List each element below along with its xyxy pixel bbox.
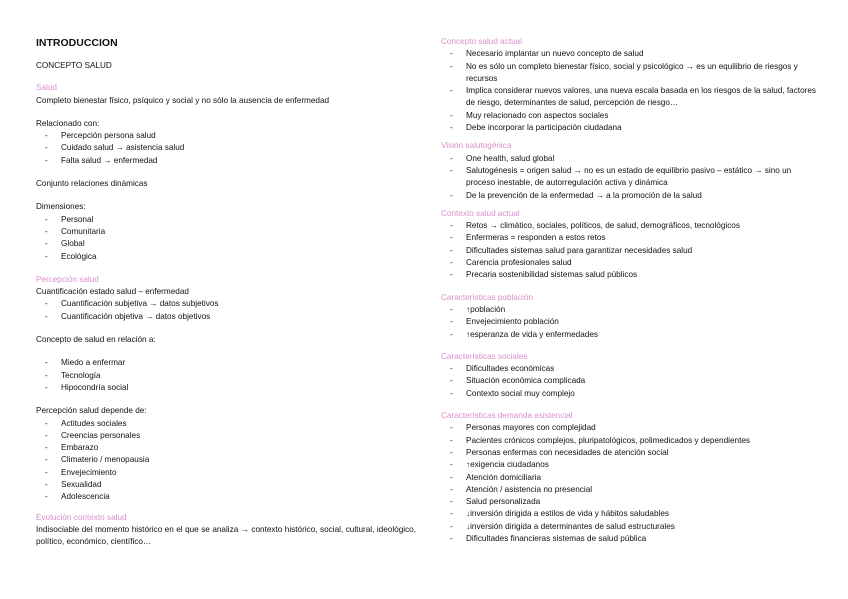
list-item: - ↑esperanza de vida y enfermedades [441,329,821,341]
relacionado-list [36,130,416,167]
salud-block [36,82,416,107]
list-item: - ↓inversión dirigida a estilos de vida y hábitos saludables [441,508,821,520]
dimensiones-label: Dimensiones: [36,202,86,212]
depende-list [36,418,416,504]
list-item: - Salutogénesis = origen salud → no es un estado de equilibrio pasivo – estático → sino un proceso inestable, de autorregulación activa y dinámica [441,165,821,190]
dimensiones-list [36,214,416,263]
list-item: - Implica considerar nuevos valores, una nueva escala basada en los riesgos de la salud, factores de riesgo, determinantes de salud, percepción de riesgo… [441,85,821,110]
list-item: - Debe incorporar la participación ciudadana [441,122,821,134]
list-item: - ↑población [441,304,821,316]
relacionado-label: Relacionado con: [36,118,100,128]
list-item: - One health, salud global [441,153,821,165]
list-item: - ↓inversión dirigida a determinantes de salud estructurales [441,521,821,533]
list-item: - Dificultades financieras sistemas de salud pública [441,533,821,545]
list-item: - Adolescencia [36,491,416,503]
list-item: - Creencias personales [36,430,416,442]
left-column [36,36,416,557]
section-heading: Características demanda asistencial [441,411,573,421]
section-list [441,48,821,134]
list-item: - Personas enfermas con necesidades de atención social [441,447,821,459]
section-heading: Concepto salud actual [441,37,523,46]
section-heading: Características población [441,292,533,302]
section-title-concepto-salud: CONCEPTO SALUD [36,61,112,70]
section-list [441,220,821,281]
section-list [441,304,821,341]
evolucion-heading: Evolución contexto salud [36,512,127,522]
list-item: - Embarazo [36,442,416,454]
list-item: - Envejecimiento [36,467,416,479]
list-item: - Tecnología [36,370,416,382]
list-item: - Cuantificación objetiva → datos objetivos [36,311,416,323]
list-item: - Percepción persona salud [36,130,416,142]
list-item: - Hipocondría social [36,382,416,394]
concepto-actual-block [441,36,821,134]
poblacion-block [441,292,821,341]
list-item: - Precaria sostenibilidad sistemas salud públicos [441,269,821,281]
list-item: - Global [36,238,416,250]
list-item: - Cuidado salud → asistencia salud [36,142,416,154]
relacionado-block [36,118,416,167]
list-item: - Cuantificación subjetiva → datos subjetivos [36,298,416,310]
list-item: - Necesario implantar un nuevo concepto de salud [441,48,821,60]
list-item: - Sexualidad [36,479,416,491]
list-item: - Dificultades sistemas salud para garantizar necesidades salud [441,245,821,257]
dimensiones-block [36,201,416,262]
list-item: - Atención domiciliaria [441,472,821,484]
list-item: - Muy relacionado con aspectos sociales [441,110,821,122]
list-item: - Comunitaria [36,226,416,238]
list-item: - Miedo a enfermar [36,357,416,369]
list-item: - Climaterio / menopausia [36,454,416,466]
section-heading: Visión salutogénica [441,141,512,151]
page-title: INTRODUCCION [36,37,118,49]
list-item: - Dificultades económicas [441,363,821,375]
vision-salutogenica-block [441,140,821,201]
percepcion-text: Cuantificación estado salud – enfermedad [36,287,189,297]
list-item: - Enfermeras = responden a estos retos [441,232,821,244]
list-item: - Envejecimiento población [441,316,821,328]
list-item: - De la prevención de la enfermedad → a la promoción de la salud [441,190,821,202]
list-item: - Contexto social muy complejo [441,388,821,400]
list-item: - Personal [36,214,416,226]
contexto-actual-block [441,208,821,282]
relacion-block [36,334,416,394]
list-item: - Actitudes sociales [36,418,416,430]
list-item: - Ecológica [36,251,416,263]
evolucion-text: Indisociable del momento histórico en el que se analiza → contexto histórico, social, cultural, ideológico, político, económico, científico… [36,524,416,547]
list-item: - Retos → climático, sociales, políticos, de salud, demográficos, tecnológicos [441,220,821,232]
list-item: - Falta salud → enfermedad [36,155,416,167]
relacion-label: Concepto de salud en relación a: [36,335,156,345]
demanda-asistencial-block [441,410,821,545]
salud-heading: Salud [36,83,57,93]
section-list [441,363,821,400]
conjunto-text: Conjunto relaciones dinámicas [36,179,148,189]
depende-label: Percepción salud depende de: [36,406,147,416]
percepcion-block [36,274,416,323]
right-column [441,36,821,551]
percepcion-heading: Percepción salud [36,274,99,284]
list-item: - Situación económica complicada [441,375,821,387]
relacion-list [36,357,416,394]
evolucion-block [36,512,416,549]
section-heading: Contexto salud actual [441,208,520,218]
sociales-block [441,351,821,400]
list-item: - ↑exigencia ciudadanos [441,459,821,471]
depende-block [36,405,416,503]
list-item: - No es sólo un completo bienestar físico, social y psicológico → es un equilibrio de riesgos y recursos [441,61,821,86]
section-list [441,153,821,202]
list-item: - Pacientes crónicos complejos, pluripatológicos, polimedicados y dependientes [441,435,821,447]
section-list [441,422,821,545]
section-heading: Características sociales [441,351,528,361]
list-item: - Atención / asistencia no presencial [441,484,821,496]
percepcion-list [36,298,416,323]
list-item: - Salud personalizada [441,496,821,508]
list-item: - Carencia profesionales salud [441,257,821,269]
list-item: - Personas mayores con complejidad [441,422,821,434]
salud-definition: Completo bienestar físico, psíquico y social y no sólo la ausencia de enfermedad [36,95,330,105]
